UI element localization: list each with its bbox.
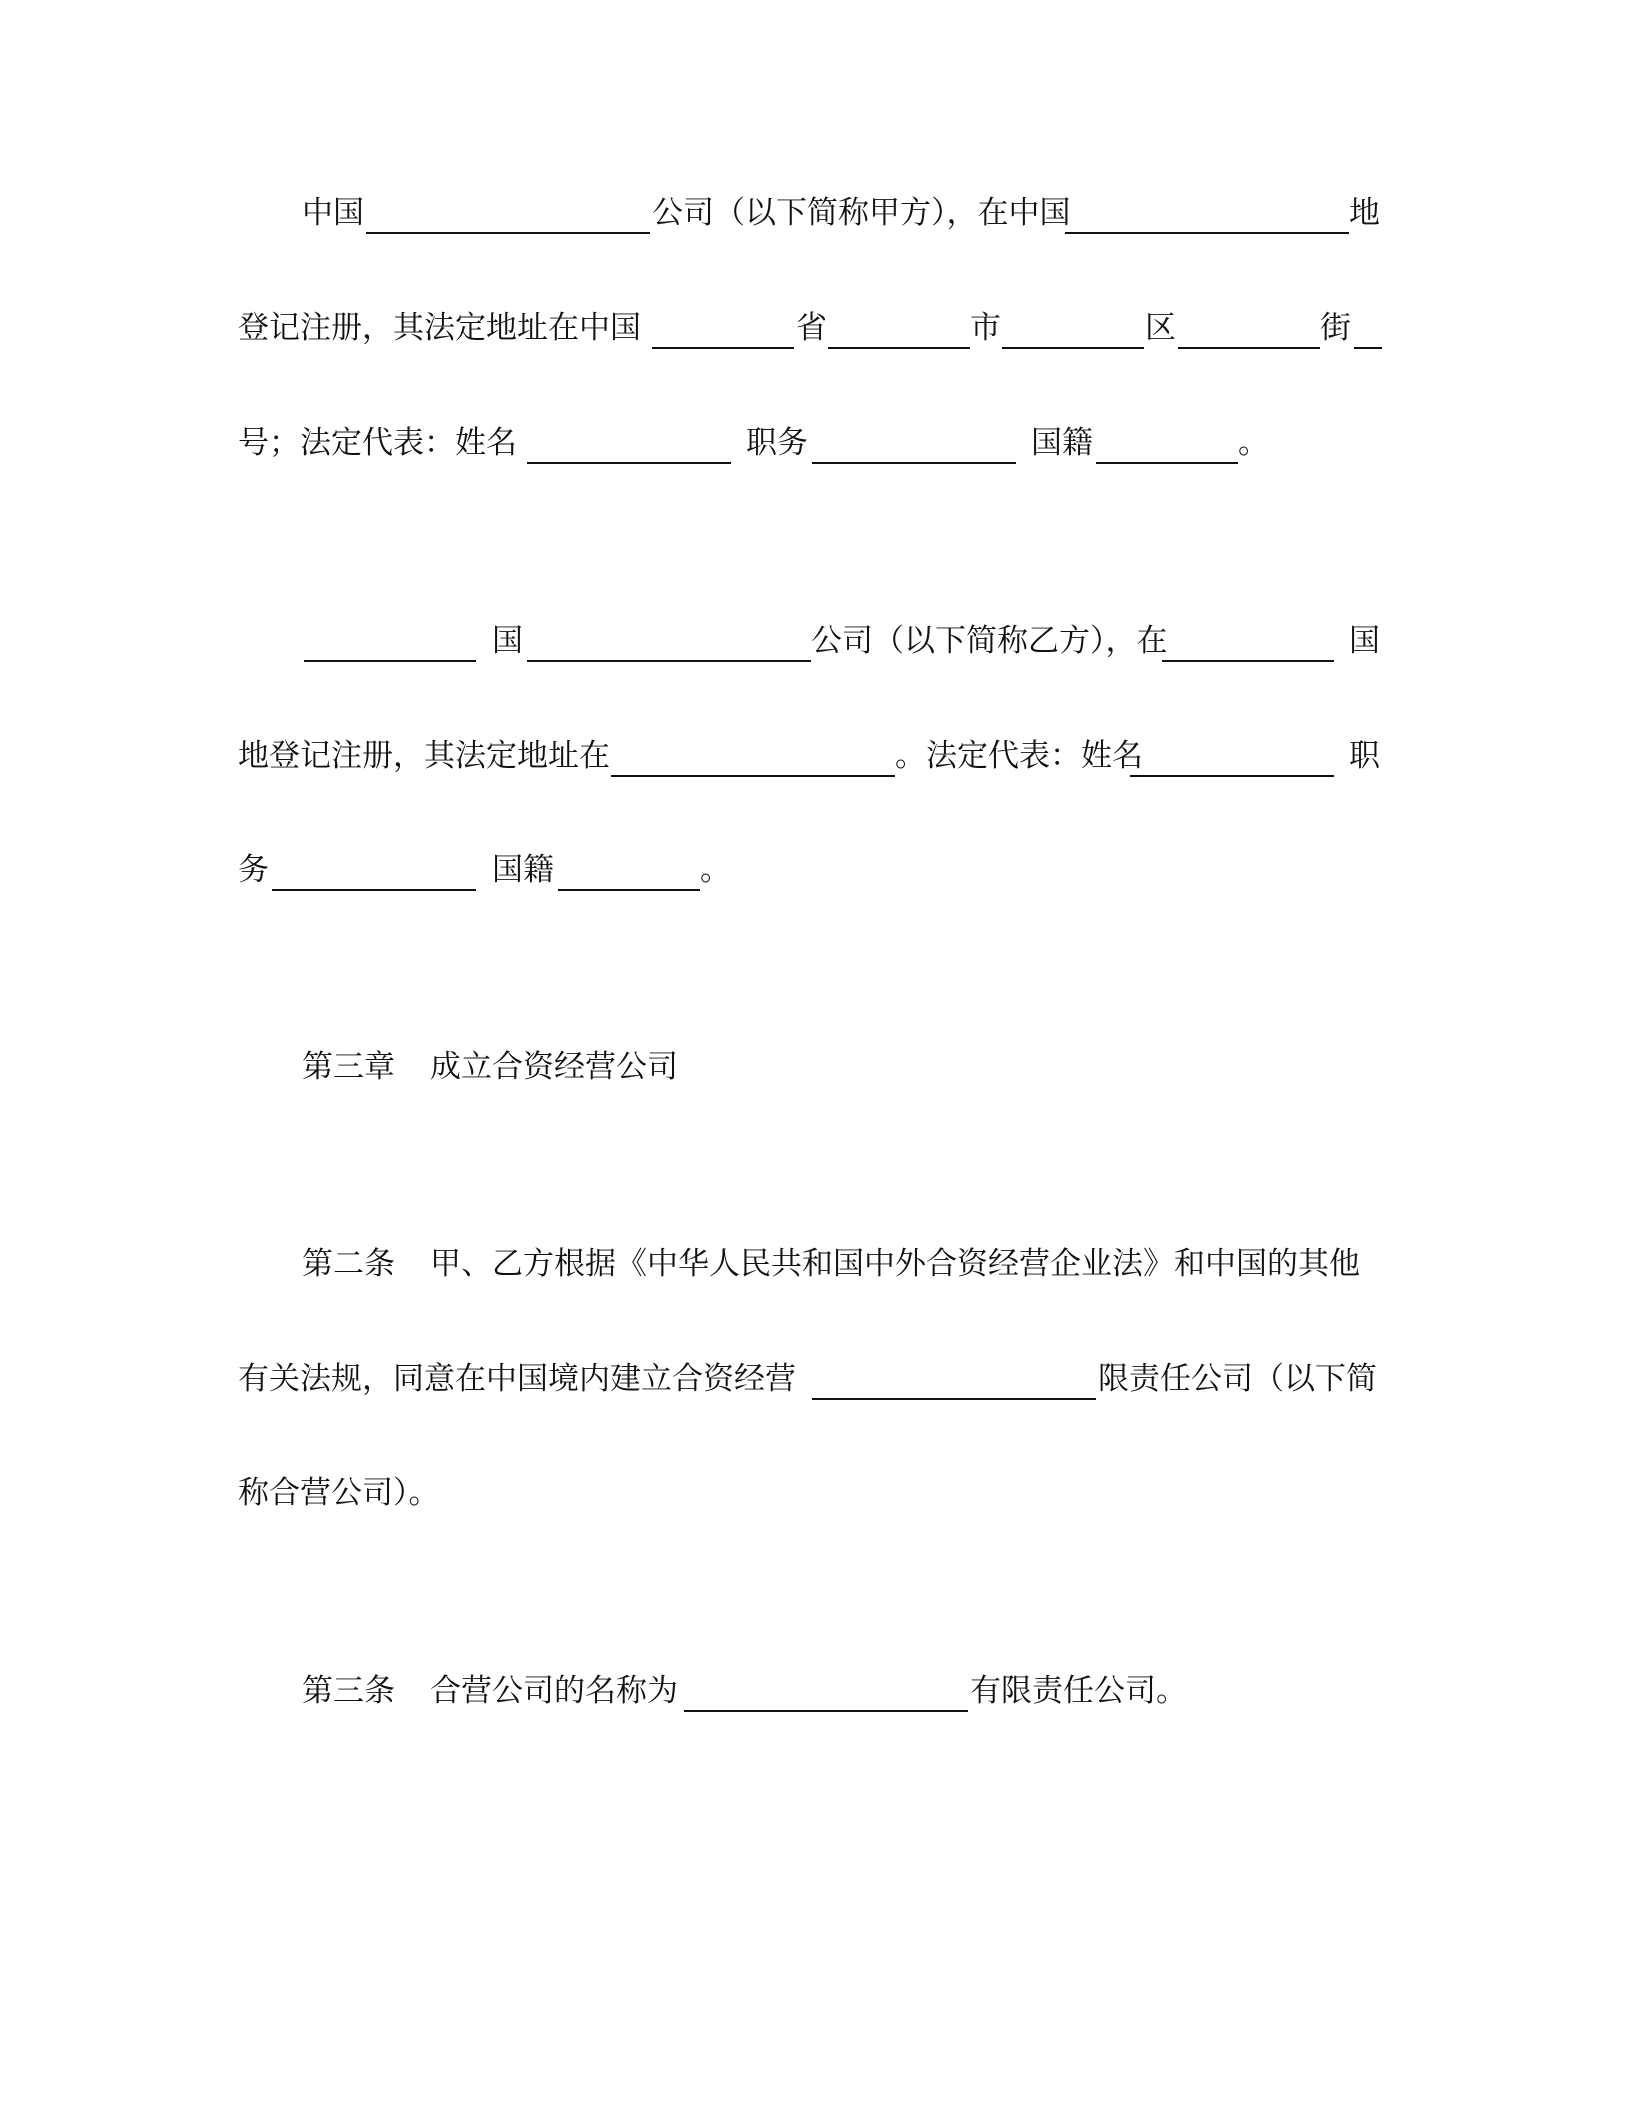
article-2-text-2: 有关法规，同意在中国境内建立合资经营 (238, 1361, 796, 1397)
party-b-text-7: 务 (238, 852, 269, 888)
party-a-district-blank[interactable] (1002, 347, 1144, 349)
party-a-text-11: 国籍 (1031, 425, 1093, 461)
party-b-registration-country-blank[interactable] (1162, 660, 1334, 662)
party-b-rep-name-blank[interactable] (1130, 775, 1334, 777)
chapter-3-title: 成立合资经营公司 (430, 1049, 678, 1085)
party-a-text-7: 区 (1145, 310, 1176, 346)
party-b-text-4: 地登记注册，其法定地址在 (238, 738, 610, 774)
party-a-rep-title-blank[interactable] (812, 462, 1016, 464)
article-2-text-4: 称合营公司）。 (238, 1475, 440, 1511)
party-b-text-3: 国 (1349, 623, 1380, 659)
party-a-text-10: 职务 (746, 425, 808, 461)
chapter-3-number: 第三章 (302, 1049, 395, 1085)
party-b-text-6: 职 (1349, 738, 1380, 774)
party-a-text-12: 。 (1238, 425, 1269, 461)
party-b-text-2: 公司（以下简称乙方），在 (811, 623, 1168, 659)
party-a-text-3: 地 (1349, 195, 1380, 231)
article-3-text-2: 有限责任公司。 (970, 1673, 1187, 1709)
party-a-text-4: 登记注册，其法定地址在中国 (238, 310, 641, 346)
party-a-city-blank[interactable] (828, 347, 970, 349)
party-a-province-blank[interactable] (652, 347, 794, 349)
party-a-rep-nationality-blank[interactable] (1096, 462, 1238, 464)
party-a-text-8: 街 (1320, 310, 1351, 346)
article-2-label: 第二条 (302, 1246, 395, 1282)
company-name-blank[interactable] (684, 1710, 968, 1712)
party-a-street-blank[interactable] (1178, 347, 1320, 349)
party-a-text-5: 省 (796, 310, 827, 346)
party-b-text-1: 国 (492, 623, 523, 659)
article-2-text-3: 限责任公司（以下简 (1098, 1361, 1377, 1397)
party-b-country-blank[interactable] (304, 660, 476, 662)
party-b-text-5: 。法定代表：姓名 (895, 738, 1143, 774)
party-b-address-blank[interactable] (611, 775, 895, 777)
party-a-company-name-blank[interactable] (366, 232, 650, 234)
party-a-number-blank[interactable] (1354, 347, 1382, 349)
party-b-rep-nationality-blank[interactable] (558, 889, 700, 891)
article-2-text-1: 甲、乙方根据《中华人民共和国中外合资经营企业法》和中国的其他 (430, 1246, 1360, 1282)
party-a-text-6: 市 (970, 310, 1001, 346)
party-a-text-9: 号；法定代表：姓名 (238, 425, 517, 461)
article-3-text-1: 合营公司的名称为 (430, 1673, 678, 1709)
party-a-rep-name-blank[interactable] (527, 462, 731, 464)
party-a-text-2: 公司（以下简称甲方），在中国 (652, 195, 1071, 231)
party-b-rep-title-blank[interactable] (272, 889, 476, 891)
article-3-label: 第三条 (302, 1673, 395, 1709)
joint-venture-name-blank[interactable] (812, 1398, 1096, 1400)
party-b-company-name-blank[interactable] (527, 660, 811, 662)
party-b-text-9: 。 (700, 852, 731, 888)
party-a-text-1: 中国 (302, 195, 364, 231)
party-b-text-8: 国籍 (492, 852, 554, 888)
party-a-registration-place-blank[interactable] (1065, 232, 1349, 234)
